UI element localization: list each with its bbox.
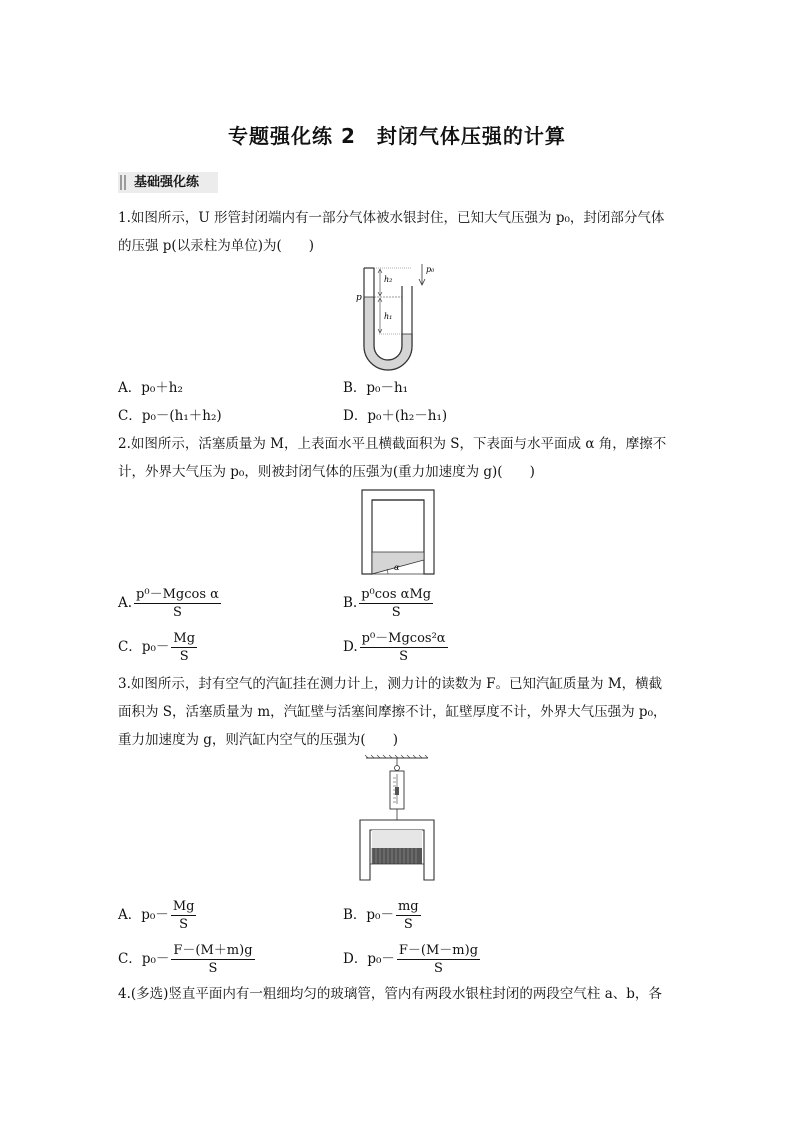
q1-option-a[interactable]: A．p₀＋h₂ xyxy=(118,380,183,396)
q2-option-d[interactable] xyxy=(343,630,448,665)
question-3-line-1: 3.如图所示，封有空气的汽缸挂在测力计上，测力计的读数为 F。已知汽缸质量为 M，横截 xyxy=(118,676,663,692)
q2-option-d-denominator: S xyxy=(399,649,409,664)
hanging-cylinder-figure xyxy=(360,756,434,880)
q2-option-c-denominator: S xyxy=(179,649,189,664)
section-header xyxy=(118,172,218,193)
q3-option-d-numerator: F－(M－m)g xyxy=(398,943,479,958)
question-2-stem xyxy=(118,430,678,486)
q1-option-b[interactable]: B．p₀－h₁ xyxy=(343,380,409,396)
label-h2: h₂ xyxy=(384,275,393,284)
question-2-line-2: 计，外界大气压为 p₀，则被封闭气体的压强为(重力加速度为 g)( ) xyxy=(118,464,535,480)
q2-option-a-denominator: S xyxy=(173,605,182,620)
label-p: p xyxy=(356,293,362,303)
q2-option-a[interactable] xyxy=(118,586,221,621)
section-marker xyxy=(120,175,122,190)
question-1-line-1: 1.如图所示，U 形管封闭端内有一部分气体被水银封住，已知大气压强为 p₀，封闭部分气体 xyxy=(118,210,665,226)
q3-option-a-prefix: A．p₀－ xyxy=(118,907,169,923)
q3-option-b-prefix: B．p₀－ xyxy=(343,907,394,923)
question-3-line-3: 重力加速度为 g，则汽缸内空气的压强为( ) xyxy=(118,732,398,748)
question-1-line-2: 的压强 p(以汞柱为单位)为( ) xyxy=(118,238,315,254)
q3-option-d[interactable] xyxy=(343,942,480,977)
q3-option-a-fraction xyxy=(171,898,197,933)
q3-option-d-prefix: D．p₀－ xyxy=(343,951,395,967)
q2-option-a-fraction xyxy=(134,586,221,621)
section-marker xyxy=(124,175,126,190)
q1-option-d[interactable]: D．p₀＋(h₂－h₁) xyxy=(343,408,448,424)
q2-option-b-numerator: p⁰cos αMg xyxy=(361,587,432,602)
q3-option-a-denominator: S xyxy=(179,917,189,932)
q3-option-c-fraction xyxy=(171,942,254,977)
q2-option-d-fraction xyxy=(360,630,448,665)
q1-option-c[interactable]: C．p₀－(h₁＋h₂) xyxy=(118,408,222,424)
q3-option-b-denominator: S xyxy=(403,917,413,932)
q2-option-d-prefix: D. xyxy=(343,639,358,655)
q2-option-c-prefix: C．p₀－ xyxy=(118,639,170,655)
question-4-line-1: 4.(多选)竖直平面内有一粗细均匀的玻璃管，管内有两段水银柱封闭的两段空气柱 a、b，各 xyxy=(118,986,662,1002)
label-p0: p₀ xyxy=(426,265,435,274)
label-alpha: α xyxy=(394,563,400,572)
q2-option-a-prefix: A. xyxy=(118,595,133,611)
q3-option-b[interactable] xyxy=(343,898,421,933)
q2-option-b[interactable] xyxy=(343,586,433,621)
question-2-line-1: 2.如图所示，活塞质量为 M，上表面水平且横截面积为 S，下表面与水平面成 α 角，摩擦不 xyxy=(118,436,667,452)
q2-option-a-numerator: p⁰－Mgcos α xyxy=(136,587,219,602)
section-label: 基础强化练 xyxy=(134,175,200,190)
q3-option-b-numerator: mg xyxy=(397,899,419,914)
q2-option-b-fraction xyxy=(359,586,433,621)
q2-option-b-prefix: B. xyxy=(343,595,358,611)
page-title: 专题强化练 2 封闭气体压强的计算 xyxy=(228,124,566,148)
q3-option-c-denominator: S xyxy=(208,961,218,976)
q2-option-c[interactable] xyxy=(118,630,197,665)
q3-option-b-fraction xyxy=(396,898,421,933)
u-tube-figure xyxy=(350,262,440,372)
q2-option-d-numerator: p⁰－Mgcos²α xyxy=(361,631,446,646)
question-3-line-2: 面积为 S，活塞质量为 m，汽缸壁与活塞间摩擦不计，缸壁厚度不计，外界大气压强为 p₀， xyxy=(118,704,667,720)
q2-option-c-numerator: Mg xyxy=(173,631,196,646)
q3-option-d-fraction xyxy=(397,942,480,977)
q3-option-c-numerator: F－(M＋m)g xyxy=(173,943,253,958)
question-1-stem xyxy=(118,204,678,260)
label-h1: h₁ xyxy=(384,312,393,321)
q2-option-b-denominator: S xyxy=(391,605,401,620)
q3-option-c-prefix: C．p₀－ xyxy=(118,951,170,967)
q3-option-a[interactable] xyxy=(118,898,196,933)
question-4-stem xyxy=(118,980,678,1008)
q3-option-d-denominator: S xyxy=(434,961,443,976)
piston-cylinder-figure xyxy=(362,490,434,574)
q2-option-c-fraction xyxy=(171,630,197,665)
question-3-stem xyxy=(118,670,678,754)
q3-option-c[interactable] xyxy=(118,942,255,977)
q3-option-a-numerator: Mg xyxy=(172,899,195,914)
